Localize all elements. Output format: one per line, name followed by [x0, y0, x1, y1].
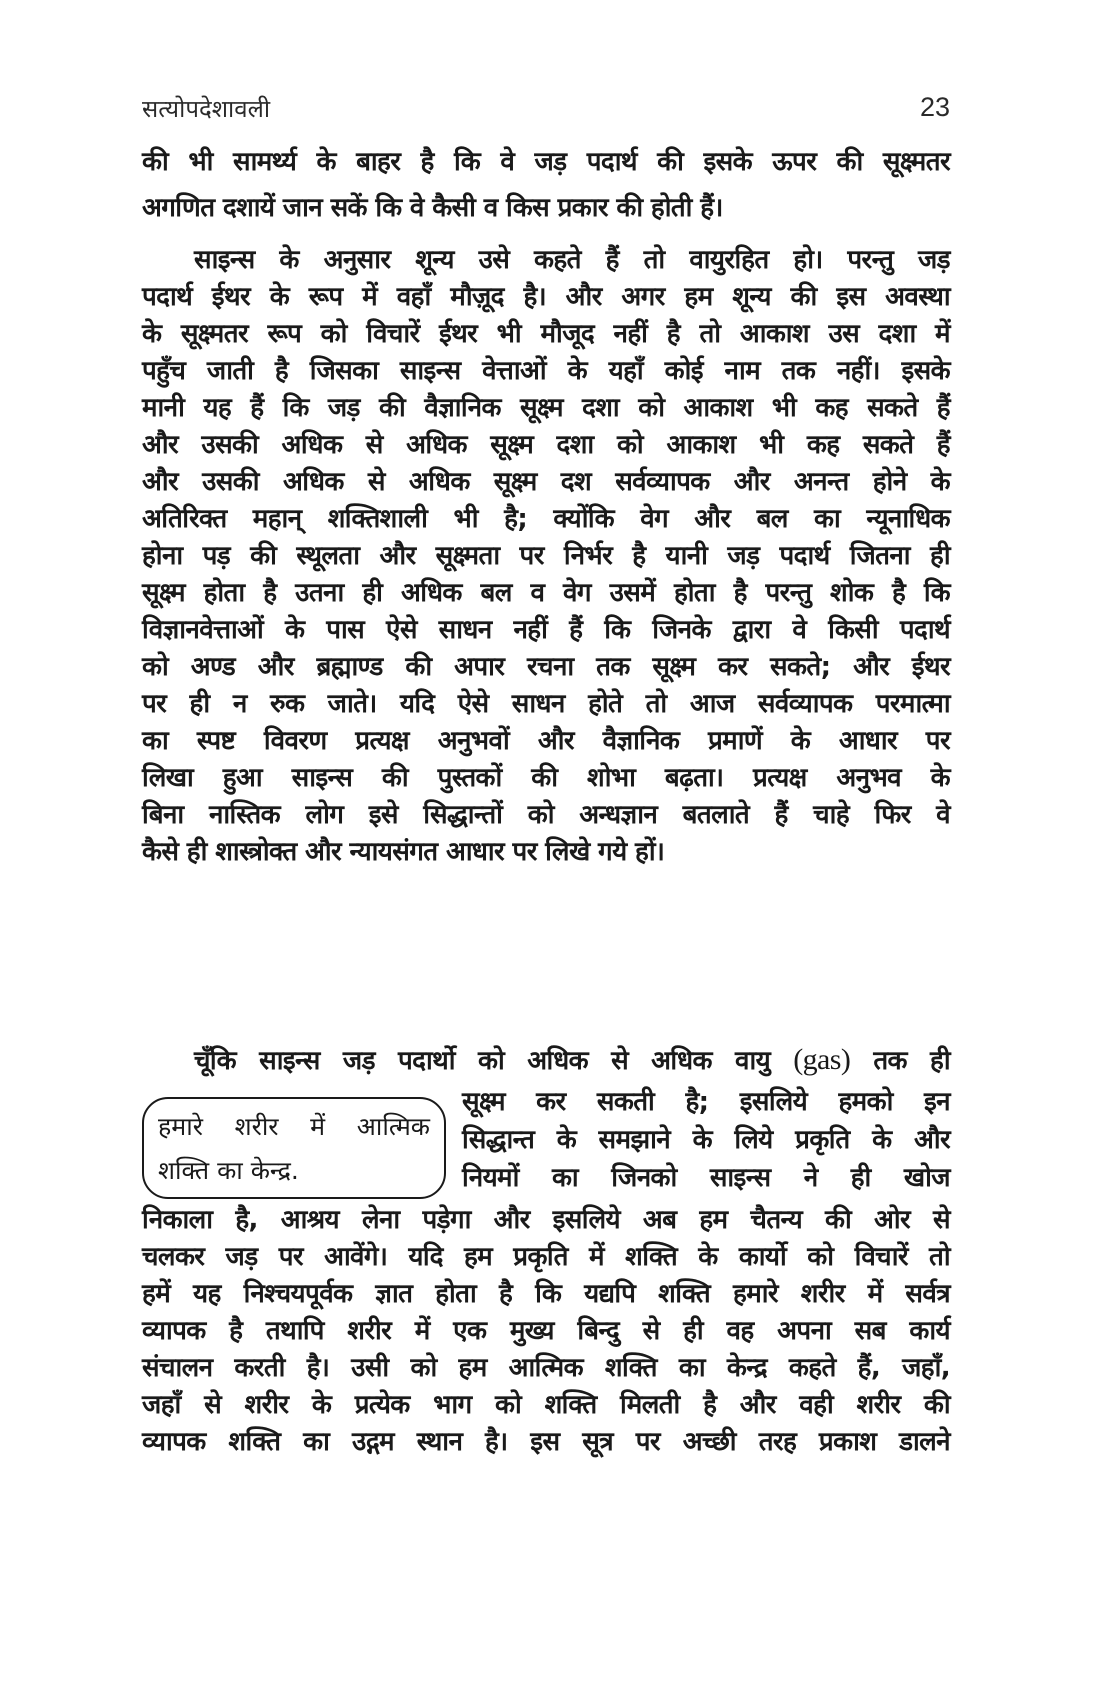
text-line: नियमों का जिनको साइन्स ने ही खोज: [462, 1163, 950, 1193]
text-line: निकाला है, आश्रय लेना पड़ेगा और इसलिये अब हम चैतन्य की ओर से: [142, 1205, 950, 1235]
text-line: हमें यह निश्चयपूर्वक ज्ञात होता है कि यद्यपि शक्ति हमारे शरीर में सर्वत्र: [142, 1279, 950, 1309]
text-line: पर ही न रुक जाते। यदि ऐसे साधन होते तो आज सर्वव्यापक परमात्मा: [142, 689, 950, 719]
text-line: सूक्ष्म होता है उतना ही अधिक बल व वेग उसमें होता है परन्तु शोक है कि: [142, 578, 950, 608]
text-line: और उसकी अधिक से अधिक सूक्ष्म दश सर्वव्यापक और अनन्त होने के: [142, 467, 950, 497]
margin-note-line: हमारे शरीर में आत्मिक: [158, 1112, 430, 1141]
text-line: और उसकी अधिक से अधिक सूक्ष्म दशा को आकाश भी कह सकते हैं: [142, 430, 950, 460]
text-line: होना पड़ की स्थूलता और सूक्ष्मता पर निर्भर है यानी जड़ पदार्थ जितना ही: [142, 541, 950, 571]
text-run: चूँकि साइन्स जड़ पदार्थो को अधिक से अधिक वायु: [194, 1046, 794, 1076]
margin-note-line: शक्ति का केन्द्र.: [158, 1156, 299, 1185]
running-header: [142, 92, 950, 132]
latin-term: (gas): [793, 1043, 851, 1076]
text-line: की भी सामर्थ्य के बाहर है कि वे जड़ पदार्थ की इसके ऊपर की सूक्ष्मतर: [142, 147, 950, 177]
text-line: विज्ञानवेत्ताओं के पास ऐसे साधन नहीं हैं कि जिनके द्वारा वे किसी पदार्थ: [142, 615, 950, 645]
text-line: बिना नास्तिक लोग इसे सिद्धान्तों को अन्धज्ञान बतलाते हैं चाहे फिर वे: [142, 800, 950, 830]
text-line: मानी यह हैं कि जड़ की वैज्ञानिक सूक्ष्म दशा को आकाश भी कह सकते हैं: [142, 393, 950, 423]
text-line: [194, 1040, 950, 1080]
text-line: संचालन करती है। उसी को हम आत्मिक शक्ति का केन्द्र कहते हैं, जहाँ,: [142, 1353, 950, 1383]
text-line: को अण्ड और ब्रह्माण्ड की अपार रचना तक सूक्ष्म कर सकते; और ईथर: [142, 652, 950, 682]
text-line: सूक्ष्म कर सकती है; इसलिये हमको इन: [462, 1087, 950, 1117]
text-run: तक ही: [850, 1046, 950, 1076]
text-line: कैसे ही शास्त्रोक्त और न्यायसंगत आधार पर लिखे गये हों।: [142, 837, 665, 867]
text-line: लिखा हुआ साइन्स की पुस्तकों की शोभा बढ़ता। प्रत्यक्ष अनुभव के: [142, 763, 950, 793]
text-line: पदार्थ ईथर के रूप में वहाँ मौज़ूद है। और अगर हम शून्य की इस अवस्था: [142, 282, 950, 312]
text-line: अगणित दशायें जान सकें कि वे कैसी व किस प्रकार की होती हैं।: [142, 193, 723, 223]
text-line: साइन्स के अनुसार शून्य उसे कहते हैं तो वायुरहित हो। परन्तु जड़: [194, 245, 950, 275]
text-line: व्यापक शक्ति का उद्गम स्थान है। इस सूत्र पर अच्छी तरह प्रकाश डालने: [142, 1427, 950, 1457]
text-line: जहाँ से शरीर के प्रत्येक भाग को शक्ति मिलती है और वही शरीर की: [142, 1390, 950, 1420]
text-line: पहुँच जाती है जिसका साइन्स वेत्ताओं के यहाँ कोई नाम तक नहीं। इसके: [142, 356, 950, 386]
text-line: के सूक्ष्मतर रूप को विचारें ईथर भी मौजूद नहीं है तो आकाश उस दशा में: [142, 319, 950, 349]
text-line: व्यापक है तथापि शरीर में एक मुख्य बिन्दु से ही वह अपना सब कार्य: [142, 1316, 950, 1346]
running-title: सत्योपदेशावली: [142, 95, 271, 123]
page-number: 23: [919, 92, 950, 122]
text-line: अतिरिक्त महान् शक्तिशाली भी है; क्योंकि वेग और बल का न्यूनाधिक: [142, 504, 950, 534]
margin-note-box: [142, 1097, 446, 1199]
text-line: सिद्धान्त के समझाने के लिये प्रकृति के और: [462, 1125, 950, 1155]
text-line: का स्पष्ट विवरण प्रत्यक्ष अनुभवों और वैज्ञानिक प्रमाणें के आधार पर: [142, 726, 950, 756]
text-line: चलकर जड़ पर आवेंगे। यदि हम प्रकृति में शक्ति के कार्यो को विचारें तो: [142, 1242, 950, 1272]
